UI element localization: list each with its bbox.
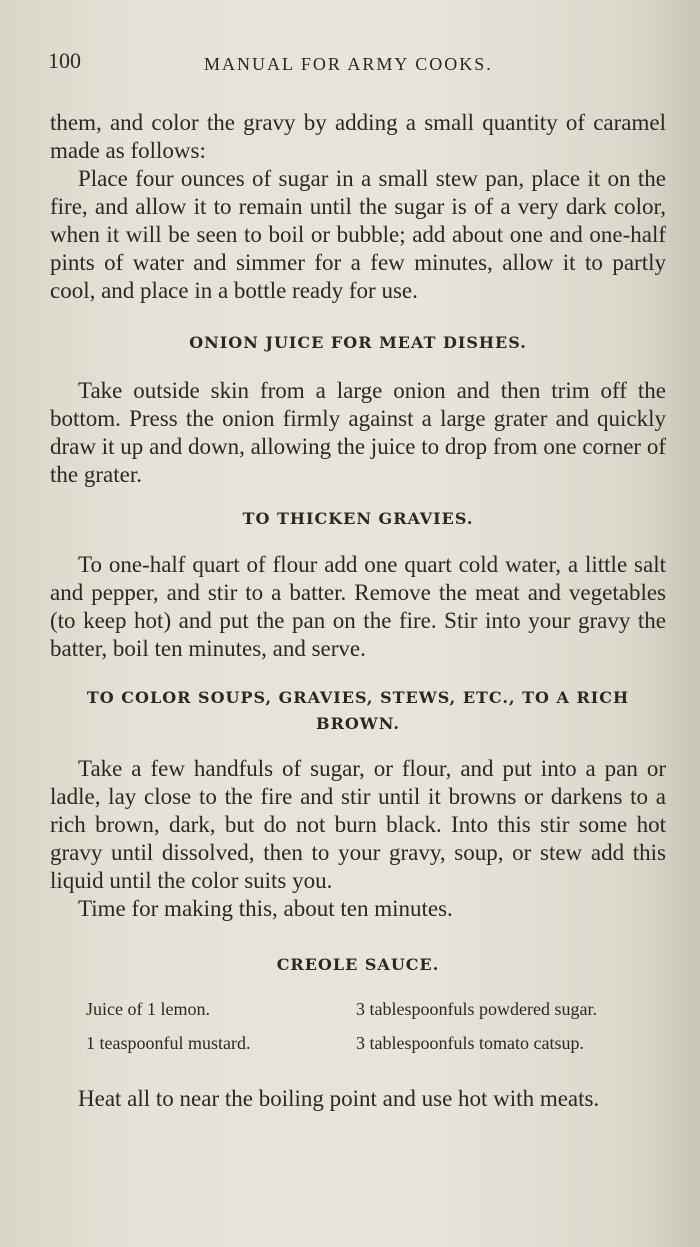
heading-color-soups: TO COLOR SOUPS, GRAVIES, STEWS, ETC., TO A RICH BROWN. <box>86 688 630 733</box>
paragraph-color-soups: Take a few handfuls of sugar, or flour, and put into a pan or ladle, lay close to the fire and stir until it browns or darkens to a rich brown, dark, but do not burn black. Into this stir some hot gravy until dissolved, then to your gravy, soup, or stew add this liquid until the color suits you. <box>50 756 666 893</box>
heading-onion-juice: ONION JUICE FOR MEAT DISHES. <box>189 333 527 352</box>
paragraph-creole-sauce: Heat all to near the boiling point and use hot with meats. <box>78 1086 600 1111</box>
ingredient-cell: 3 tablespoonfuls powdered sugar. <box>356 999 597 1019</box>
table-row <box>50 993 666 1027</box>
paragraph-caramel-intro: them, and color the gravy by adding a small quantity of caramel made as follows: <box>50 110 666 163</box>
ingredients-table <box>50 993 666 1061</box>
ingredient-cell: 3 tablespoonfuls tomato catsup. <box>356 1033 584 1053</box>
paragraph-onion-juice: Take outside skin from a large onion and then trim off the bottom. Press the onion firmly against a large grater and quickly draw it up and down, allowing the juice to drop from one corner of the grater. <box>50 378 666 487</box>
heading-creole-sauce: CREOLE SAUCE. <box>276 955 440 974</box>
page-number: 100 <box>48 48 81 73</box>
running-title: MANUAL FOR ARMY COOKS. <box>204 54 493 74</box>
heading-thicken-gravies: TO THICKEN GRAVIES. <box>242 509 474 528</box>
paragraph-thicken-gravies: To one-half quart of flour add one quart cold water, a little salt and pepper, and stir to a batter. Remove the meat and vegetables (to keep hot) and put the pan on the fire. Stir into your gravy the batter, boil ten minutes, and serve. <box>50 552 666 661</box>
table-row <box>50 1027 666 1061</box>
ingredient-cell: Juice of 1 lemon. <box>86 999 210 1019</box>
paragraph-color-time: Time for making this, about ten minutes. <box>78 896 453 921</box>
ingredient-cell: 1 teaspoonful mustard. <box>86 1033 251 1053</box>
page-content <box>50 103 666 1113</box>
paragraph-caramel: Place four ounces of sugar in a small stew pan, place it on the fire, and allow it to remain until the sugar is of a very dark color, when it will be seen to boil or bubble; add about one and one-half pints of water and simmer for a few minutes, allow it to partly cool, and place in a bottle ready for use. <box>50 166 666 303</box>
